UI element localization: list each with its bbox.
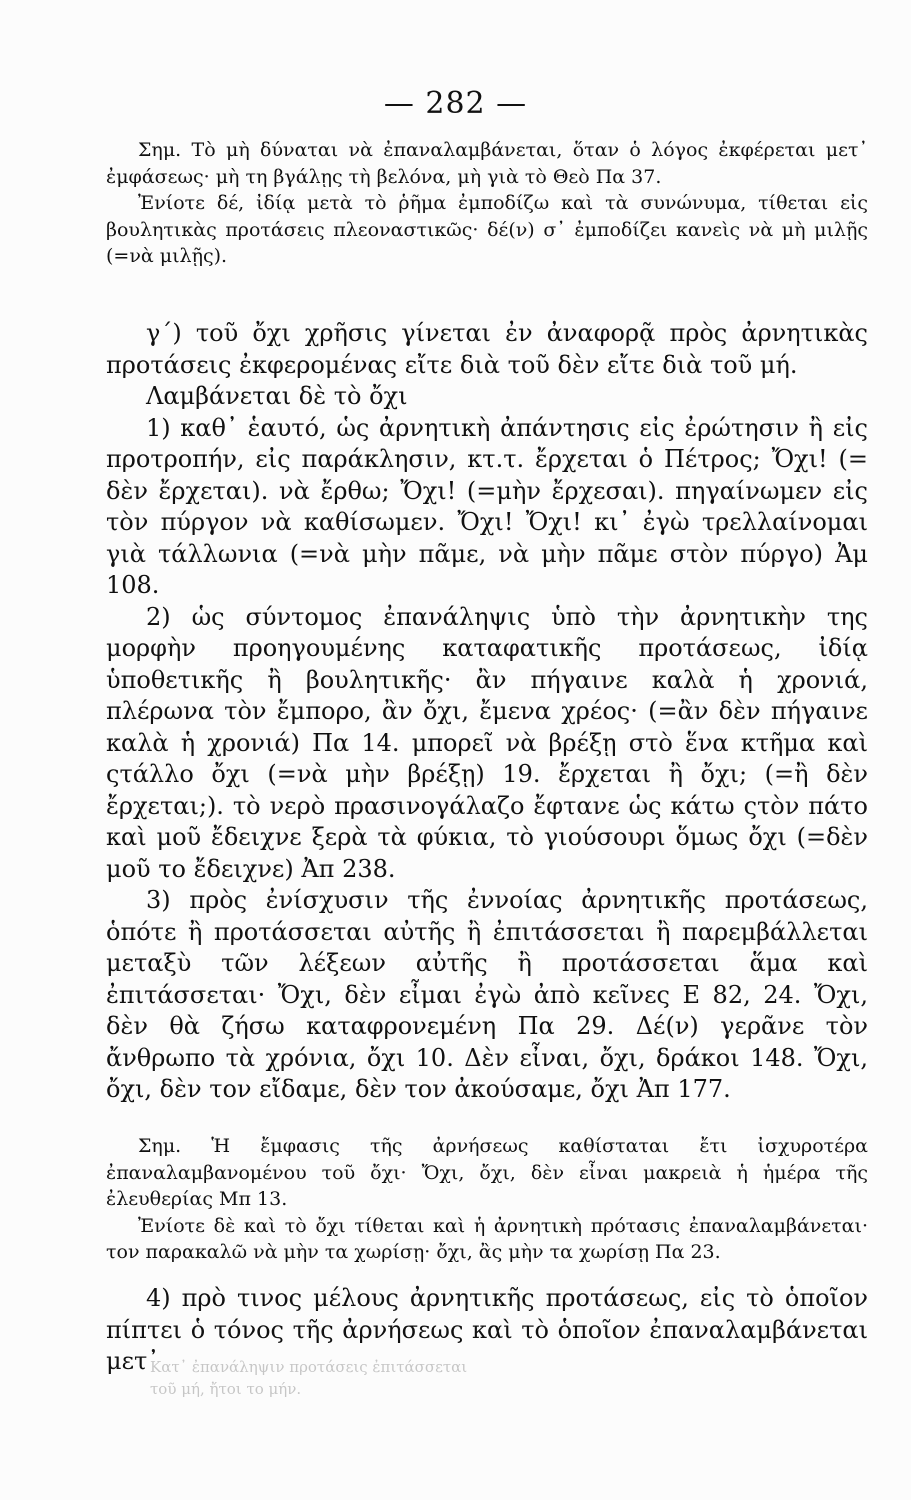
note-paragraph: Ἐνίοτε δὲ καὶ τὸ ὄχι τίθεται καὶ ἡ ἀρνητικὴ πρότασις ἐπαναλαμβάνεται· τον παρακαλῶ νὰ μὴν τα χωρίσῃ· ὄχι, ἂς μὴν τα χωρίσῃ Πα 23.	[106, 1214, 868, 1263]
body-paragraph: 1) καθ᾿ ἑαυτό, ὡς ἀρνητικὴ ἀπάντησις εἰς ἐρώτησιν ἢ εἰς προτροπήν, εἰς παράκλησιν, κτ.τ. ἔρχεται ὁ Πέτρος; Ὄχι! (= δὲν ἔρχεται). νὰ ἔρθω; Ὄχι! (=μὴν ἔρχεσαι). πηγαίνωμεν εἰς τὸν πύργον νὰ καθίσωμεν. Ὄχι! Ὄχι! κι᾿ ἐγὼ τρελλαίνομαι γιὰ τάλλωνια (=νὰ μὴν πᾶμε, νὰ μὴν πᾶμε στὸν πύργο) Ἀμ 108.	[106, 413, 868, 599]
body-paragraph: 3) πρὸς ἐνίσχυσιν τῆς ἐννοίας ἀρνητικῆς προτάσεως, ὁπότε ἢ προτάσσεται αὐτῆς ἢ ἐπιτάσσεται ἢ παρεμβάλλεται μεταξὺ τῶν λέξεων αὐτῆς ἢ προτάσσεται ἅμα καὶ ἐπιτάσσεται· Ὄχι, δὲν εἶμαι ἐγὼ ἀπὸ κεῖνες Ε 82, 24. Ὄχι, δὲν θὰ ζήσω καταφρονεμένη Πα 29. Δέ(ν) γερᾶνε τὸν ἄνθρωπο τὰ χρόνια, ὄχι 10. Δὲν εἶναι, ὄχι, δράκοι 148. Ὄχι, ὄχι, δὲν τον εἴδαμε, δὲν τον ἀκούσαμε, ὄχι Ἀπ 177.	[106, 886, 868, 1103]
body-paragraph: Λαμβάνεται δὲ τὸ ὄχι	[146, 382, 408, 410]
body-paragraph: 4) πρὸ τινος μέλους ἀρνητικῆς προτάσεως, εἰς τὸ ὁποῖον πίπτει ὁ τόνος τῆς ἀρνήσεως καὶ τὸ ὁποῖον ἐπαναλαμβάνεται μετ᾿	[106, 1284, 868, 1375]
page-number: — 282 —	[383, 86, 528, 121]
section-heading-paragraph: γ´) τοῦ ὄχι χρῆσις γίνεται ἐν ἀναφορᾷ πρὸς ἀρνητικὰς προτάσεις ἐκφερομένας εἴτε διὰ τοῦ δὲν εἴτε διὰ τοῦ μή.	[106, 319, 868, 379]
bleed-line: τοῦ μή, ἤτοι το μήν.	[150, 1380, 302, 1398]
section-c-text	[106, 318, 868, 1106]
body-paragraph: 2) ὡς σύντομος ἐπανάληψις ὑπὸ τὴν ἀρνητικὴν της μορφὴν προηγουμένης καταφατικῆς προτάσεως, ἰδίᾳ ὑποθετικῆς ἢ βουλητικῆς· ἂν πήγαινε καλὰ ἡ χρονιά, πλέρωνα τὸν ἔμπορο, ἂν ὄχι, ἔμενα χρέος· (=ἂν δὲν πήγαινε καλὰ ἡ χρονιά) Πα 14. μπορεῖ νὰ βρέξῃ στὸ ἕνα κτῆμα καὶ ςτάλλο ὄχι (=νὰ μὴν βρέξῃ) 19. ἔρχεται ἢ ὄχι; (=ἢ δὲν ἔρχεται;). τὸ νερὸ πρασινογάλαζο ἔφτανε ὡς κάτω ςτὸν πάτο καὶ μοῦ ἔδειχνε ξερὰ τὰ φύκια, τὸ γιούσουρι ὅμως ὄχι (=δὲν μοῦ το ἔδειχνε) Ἀπ 238.	[106, 602, 868, 883]
note-paragraph: Σημ. Ἡ ἔμφασις τῆς ἀρνήσεως καθίσταται ἔτι ἰσχυροτέρα ἐπαναλαμβανομένου τοῦ ὄχι· Ὄχι, ὄχι, δὲν εἶναι μακρειὰ ἡ ἡμέρα τῆς ἐλευθερίας Μπ 13.	[106, 1135, 868, 1210]
bleed-through-text	[150, 1356, 850, 1400]
bleed-line: Κατ᾿ ἐπανάληψιν προτάσεις ἐπιτάσσεται	[150, 1358, 468, 1376]
note-block-2	[106, 1133, 868, 1266]
note-paragraph: Σημ. Τὸ μὴ δύναται νὰ ἐπαναλαμβάνεται, ὅταν ὁ λόγος ἐκφέρεται μετ᾿ ἐμφάσεως· μὴ τη βγάλῃς τὴ βελόνα, μὴ γιὰ τὸ Θεὸ Πα 37.	[106, 139, 868, 188]
note-block-1	[106, 137, 868, 270]
note-paragraph: Ἐνίοτε δέ, ἰδίᾳ μετὰ τὸ ῥῆμα ἐμποδίζω καὶ τὰ συνώνυμα, τίθεται εἰς βουλητικὰς προτάσεις πλεοναστικῶς· δέ(ν) σ᾿ ἐμποδίζει κανεὶς νὰ μὴ μιλῇς (=νὰ μιλῇς).	[106, 192, 868, 267]
